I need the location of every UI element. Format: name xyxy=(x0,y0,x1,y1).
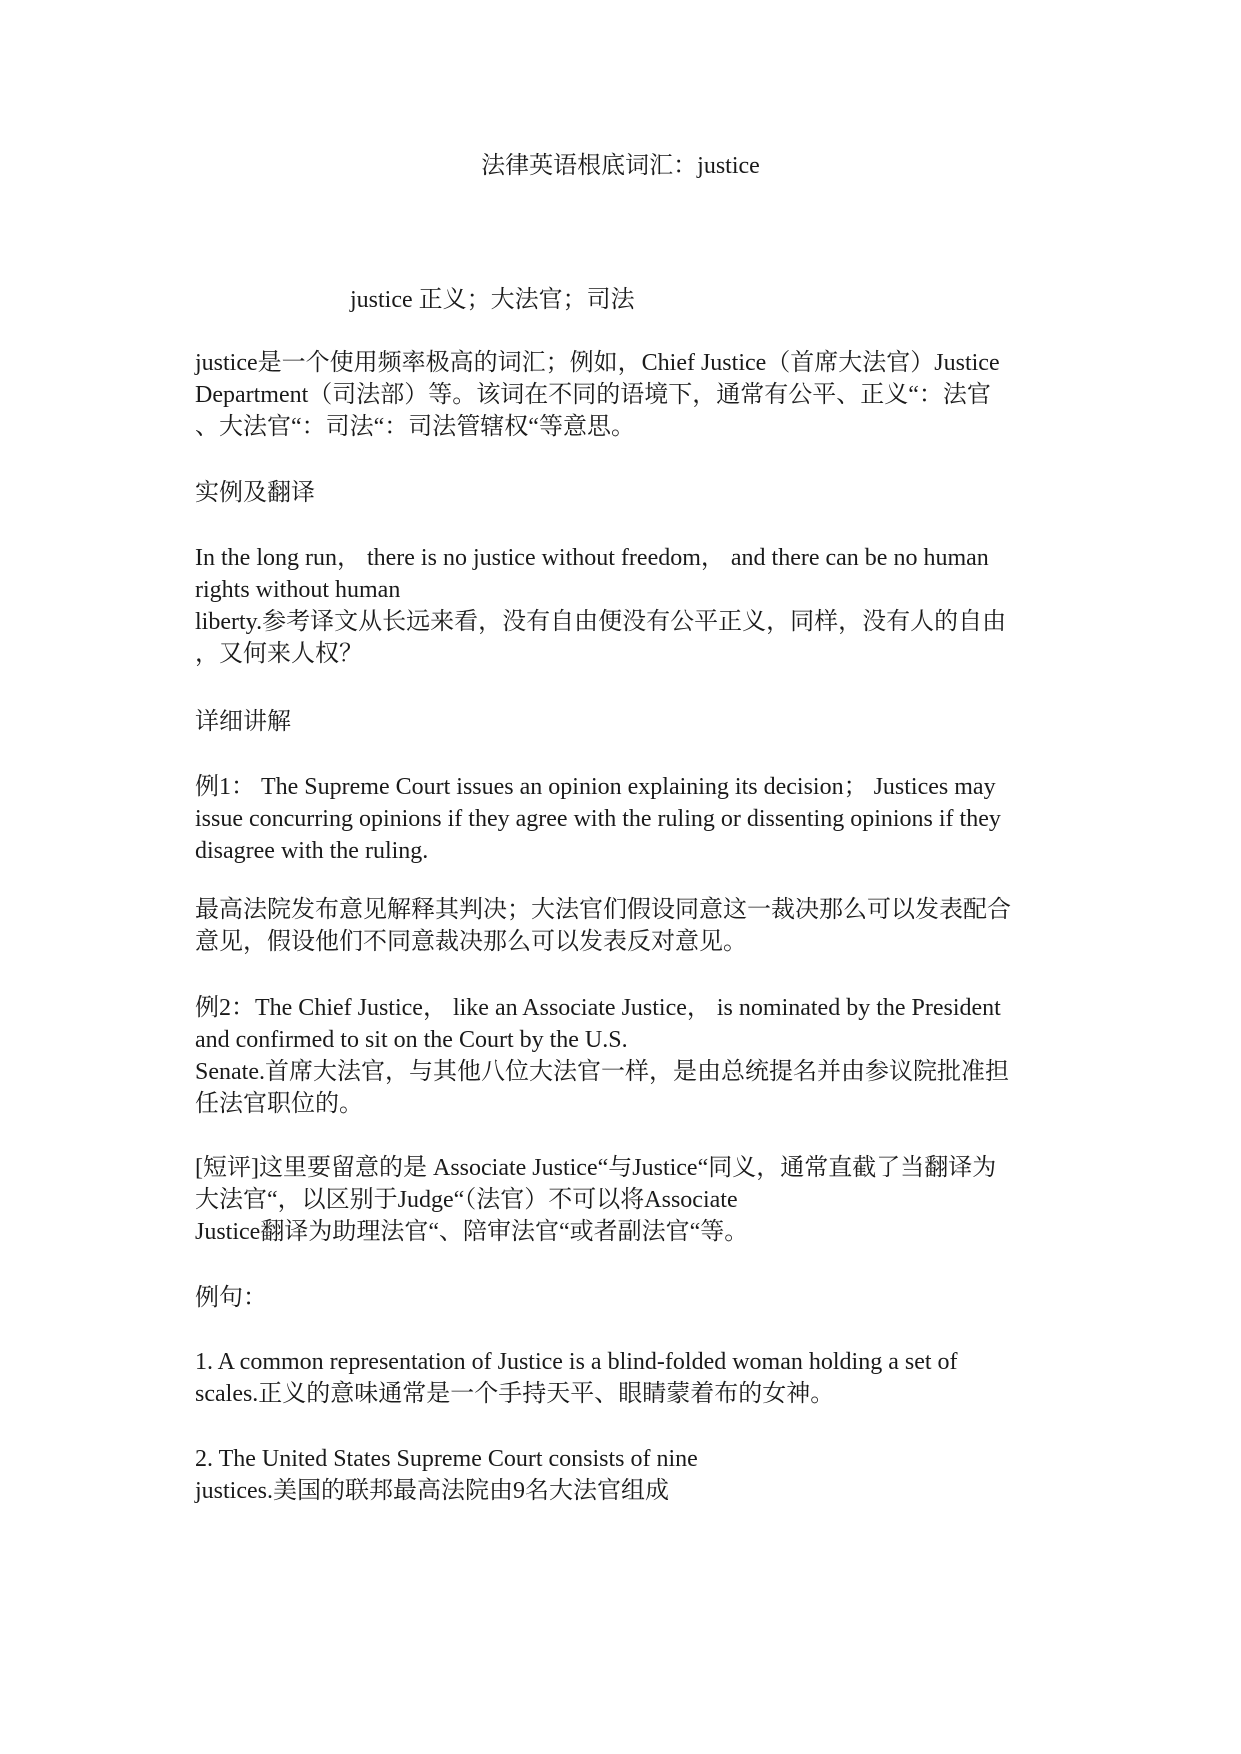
sentence-2: 2. The United States Supreme Court consists of nine justices.美国的联邦最高法院由9名大法官组成 xyxy=(195,1446,698,1504)
example2-paragraph: 例2：The Chief Justice， like an Associate Justice， is nominated by the President and confirmed to sit on the Court by the U.S. Senate.首席大法官，与其他八位大法官一样，是由总统提名并由参议院批准担 任法官职位的。 xyxy=(195,995,1009,1117)
headword-line: justice 正义；大法官；司法 xyxy=(350,287,635,313)
sentence-1: 1. A common representation of Justice is a blind-folded woman holding a set of scales.正义的意味通常是一个手持天平、眼睛蒙着布的女神。 xyxy=(195,1349,958,1407)
comment-paragraph: [短评]这里要留意的是 Associate Justice“与Justice“同义，通常直截了当翻译为 大法官“，以区别于Judge“（法官）不可以将Associate Justice翻译为助理法官“、陪审法官“或者副法官“等。 xyxy=(195,1155,997,1245)
document-title: 法律英语根底词汇：justice xyxy=(481,153,760,179)
example-translation-paragraph: In the long run， there is no justice without freedom， and there can be no human rights without human liberty.参考译文从长远来看，没有自由便没有公平正义，同样，没有人的自由 ，又何来人权？ xyxy=(195,545,1007,667)
sentences-heading: 例句： xyxy=(195,1285,267,1311)
intro-paragraph: justice是一个使用频率极高的词汇；例如，Chief Justice（首席大法官）Justice Department（司法部）等。该词在不同的语境下，通常有公平、正义“：法官 、大法官“：司法“：司法管辖权“等意思。 xyxy=(195,350,1000,440)
examples-heading: 实例及翻译 xyxy=(195,480,315,506)
example1-english: 例1： The Supreme Court issues an opinion explaining its decision； Justices may issue concurring opinions if they agree with the ruling or dissenting opinions if they disagree with the ruling. xyxy=(195,774,1001,864)
detail-heading: 详细讲解 xyxy=(195,709,291,735)
example1-chinese: 最高法院发布意见解释其判决；大法官们假设同意这一裁决那么可以发表配合 意见，假设他们不同意裁决那么可以发表反对意见。 xyxy=(195,897,1011,955)
